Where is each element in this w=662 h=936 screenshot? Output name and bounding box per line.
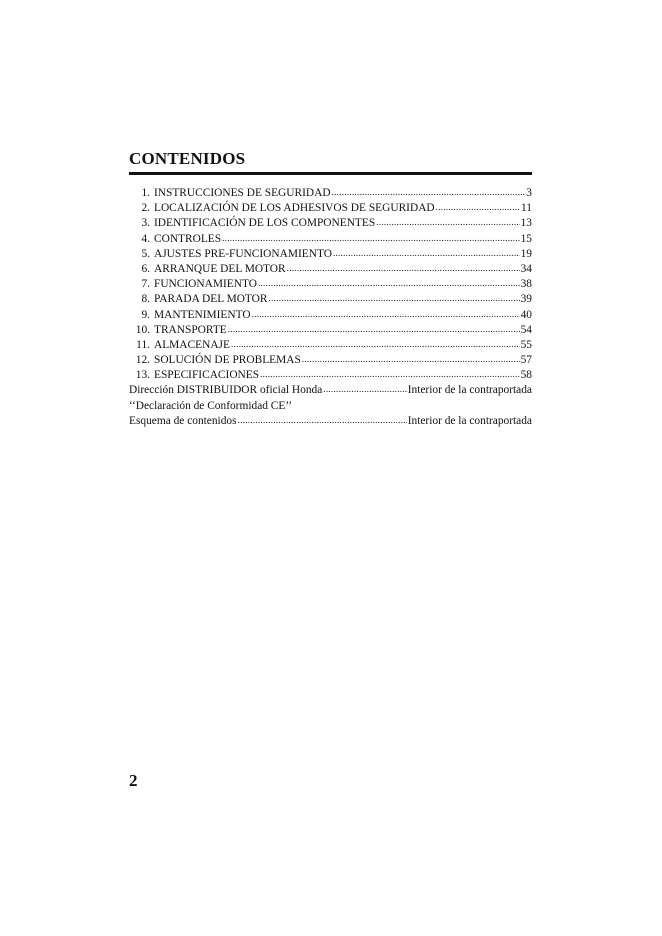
toc-entry-label: SOLUCIÓN DE PROBLEMAS [154,354,301,367]
toc-entry-page: Interior de la contraportada [407,414,532,427]
toc-entry-label: ‘‘Declaración de Conformidad CE’’ [129,399,293,412]
toc-entry-number: 8. [141,293,150,306]
toc-entry[interactable] [129,216,532,231]
toc-entry[interactable] [129,247,532,262]
toc-entry-page: 34 [520,262,532,275]
toc-entry-number: 12. [135,354,150,367]
toc-entry-label: INSTRUCCIONES DE SEGURIDAD [154,187,331,199]
toc-entry-label: ALMACENAJE [154,338,230,351]
toc-entry-number: 4. [141,232,150,245]
dot-leader [323,382,406,397]
toc-entry-number: 7. [141,278,150,291]
toc-entry-page: 39 [520,293,532,306]
toc-entry-label: AJUSTES PRE-FUNCIONAMIENTO [154,247,332,260]
dot-leader [376,215,519,230]
toc-entry-number: 2. [141,202,150,215]
dot-leader [332,185,526,200]
toc-entry-distributor[interactable] [129,383,532,398]
toc-entry-page: 11 [521,202,532,215]
toc-entry[interactable] [129,338,532,353]
dot-leader [252,307,520,322]
toc-entry-contents-scheme[interactable] [129,414,532,429]
toc-entry-number: 10. [135,323,150,336]
toc-entry[interactable] [129,277,532,292]
toc-entry[interactable] [129,353,532,368]
toc-entry-page: 15 [520,232,532,245]
title-underline [129,172,532,175]
toc-entry-number: 9. [141,308,150,321]
toc-entry-number: 6. [141,262,150,275]
toc-entry-label: Esquema de contenidos [129,414,237,427]
dot-leader [333,246,520,261]
toc-entry[interactable] [129,292,532,307]
toc-entry[interactable] [129,262,532,277]
toc-entry-declaration[interactable] [129,399,532,414]
toc-entry-page: 57 [520,354,532,367]
toc-entry-number: 5. [141,247,150,260]
toc-entry[interactable] [129,308,532,323]
toc-entry-page: 38 [520,278,532,291]
toc-entry-page: 55 [520,338,532,351]
page-number: 2 [129,771,138,790]
toc-entry-number: 11. [136,338,150,351]
dot-leader [436,200,520,215]
dot-leader [228,322,520,337]
toc-entry-page: 40 [520,308,532,321]
toc-entry[interactable] [129,368,532,383]
table-of-contents [129,186,532,429]
dot-leader [269,291,520,306]
toc-entry-label: IDENTIFICACIÓN DE LOS COMPONENTES [154,217,376,230]
toc-entry-number: 1. [141,187,150,199]
toc-entry-page: 19 [520,247,532,260]
toc-entry-label: LOCALIZACIÓN DE LOS ADHESIVOS DE SEGURIDAD [154,202,435,215]
toc-entry[interactable] [129,232,532,247]
dot-leader [258,276,520,291]
toc-entry-number: 3. [141,217,150,230]
toc-entry-label: PARADA DEL MOTOR [154,293,268,306]
toc-entry-page: Interior de la contraportada [407,384,532,397]
dot-leader [231,337,520,352]
toc-entry-label: Dirección DISTRIBUIDOR oficial Honda [129,384,323,397]
toc-entry-number: 13. [135,369,150,382]
toc-entry[interactable] [129,186,532,201]
dot-leader [222,231,520,246]
dot-leader [238,413,407,428]
toc-entry-page: 13 [520,217,532,230]
toc-entry[interactable] [129,323,532,338]
dot-leader [287,261,520,276]
dot-leader [260,367,520,382]
toc-entry-label: MANTENIMIENTO [154,308,251,321]
toc-entry-page: 58 [520,369,532,382]
toc-entry-label: ESPECIFICACIONES [154,369,260,382]
toc-entry[interactable] [129,201,532,216]
toc-entry-label: ARRANQUE DEL MOTOR [154,262,286,275]
toc-entry-label: TRANSPORTE [154,323,227,336]
dot-leader [302,352,520,367]
toc-entry-label: FUNCIONAMIENTO [154,278,257,291]
toc-entry-page: 3 [526,187,532,199]
page-title: CONTENIDOS [129,149,246,168]
toc-entry-page: 54 [520,323,532,336]
toc-entry-label: CONTROLES [154,232,222,245]
